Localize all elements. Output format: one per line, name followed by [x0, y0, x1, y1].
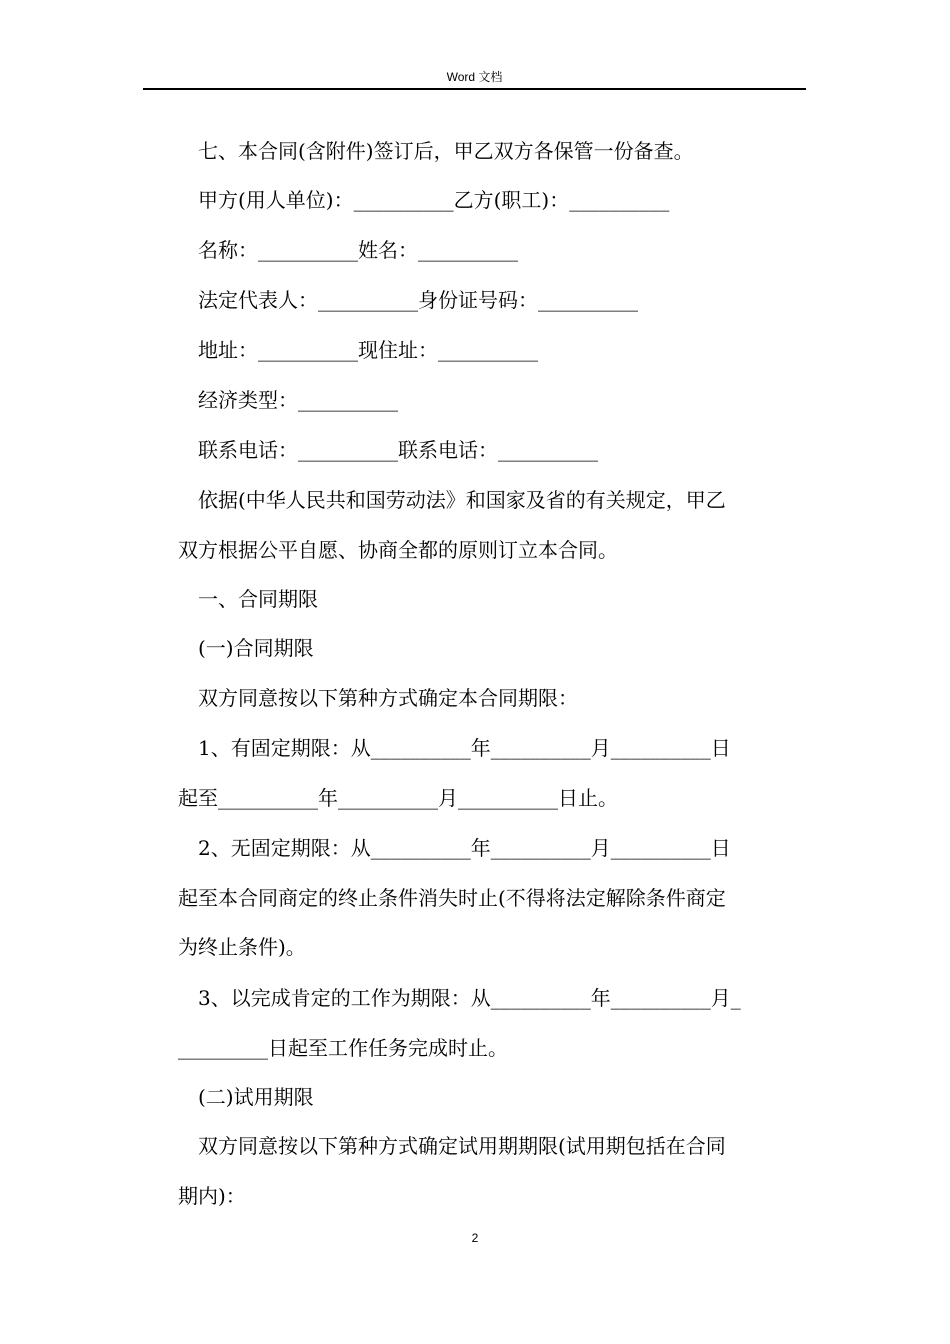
paragraph-line: 双方同意按以下第种方式确定本合同期限： — [198, 686, 578, 710]
paragraph-line: 1、有固定期限：从__________年__________月__________日 — [198, 736, 731, 760]
header-title: Word 文档 — [446, 70, 503, 84]
paragraph-line: 依据(中华人民共和国劳动法》和国家及省的有关规定，甲乙 — [198, 488, 726, 512]
paragraph-line: _________日起至工作任务完成时止。 — [178, 1036, 508, 1060]
page-number: 2 — [471, 1231, 479, 1245]
paragraph-line: 双方根据公平自愿、协商全都的原则订立本合同。 — [178, 538, 618, 562]
paragraph-line: 七、本合同(含附件)签订后，甲乙双方各保管一份备查。 — [198, 139, 694, 163]
paragraph-line: 起至__________年__________月__________日止。 — [178, 786, 618, 810]
paragraph-line: 为终止条件)。 — [178, 935, 306, 959]
subsection-heading: (一)合同期限 — [198, 636, 314, 660]
paragraph-line: 起至本合同商定的终止条件消失时止(不得将法定解除条件商定 — [178, 886, 726, 910]
paragraph-line: 双方同意按以下第种方式确定试用期期限(试用期包括在合同 — [198, 1134, 726, 1158]
subsection-heading: (二)试用期限 — [198, 1085, 314, 1109]
paragraph-line: 甲方(用人单位)：__________乙方(职工)：__________ — [198, 188, 670, 212]
paragraph-line: 联系电话：__________联系电话：__________ — [198, 438, 598, 462]
section-heading: 一、合同期限 — [198, 587, 318, 611]
paragraph-line: 地址：__________现住址：__________ — [198, 338, 538, 362]
paragraph-line: 3、以完成肯定的工作为期限：从__________年__________月_ — [198, 986, 741, 1010]
paragraph-line: 2、无固定期限：从__________年__________月__________日 — [198, 836, 731, 860]
paragraph-line: 法定代表人：__________身份证号码：__________ — [198, 288, 638, 312]
paragraph-line: 名称：__________姓名：__________ — [198, 238, 518, 262]
paragraph-line: 经济类型：__________ — [198, 388, 398, 412]
page-header — [143, 66, 806, 90]
paragraph-line: 期内)： — [178, 1184, 246, 1208]
